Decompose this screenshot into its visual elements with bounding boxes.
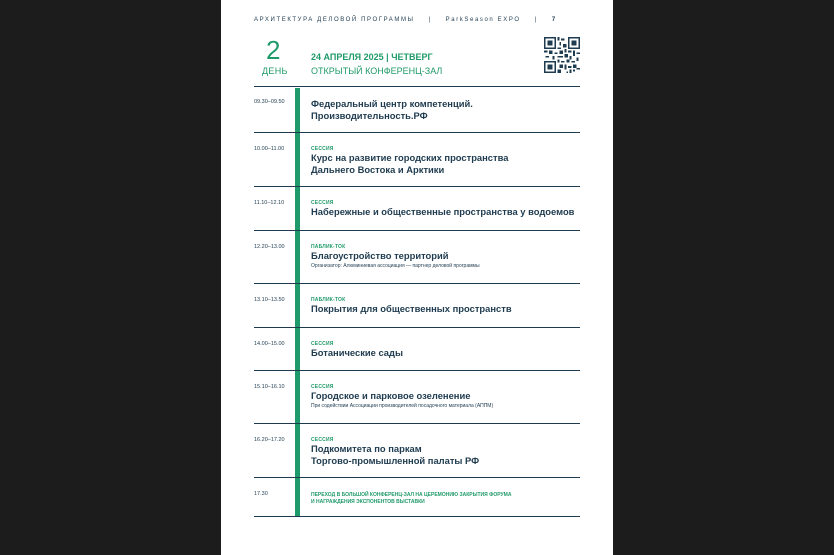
session-time: 17.30 [254,491,268,497]
session-title: Торгово-промышленной палаты РФ [311,454,480,466]
session-type: СЕССИЯ [311,200,334,206]
closing-note: ПЕРЕХОД В БОЛЬШОЙ КОНФЕРЕНЦ-ЗАЛ НА ЦЕРЕМОНИЮ ЗАКРЫТИЯ ФОРУМА [311,492,512,498]
session-type: ПАБЛИК-ТОК [311,297,346,303]
session-time: 16.20–17.20 [254,437,285,443]
session-title: Федеральный центр компетенций. [311,98,473,109]
session-time: 11.10–12.10 [254,200,285,206]
closing-note: И НАГРАЖДЕНИЯ ЭКСПОНЕНТОВ ВЫСТАВКИ [311,498,425,505]
session-title: Производительность.РФ [311,109,428,121]
schedule-row [221,371,613,423]
session-type: СЕССИЯ [311,341,334,347]
header-divider [254,86,580,87]
schedule-row [221,187,613,230]
date-line: 24 АПРЕЛЯ 2025 | ЧЕТВЕРГ [311,52,433,62]
session-title: Курс на развитие городских пространства [311,152,509,163]
header-separator: | [534,17,538,23]
qr-code-icon[interactable] [544,37,580,73]
page-header [254,17,580,23]
hall-name: ОТКРЫТЫЙ КОНФЕРЕНЦ-ЗАЛ [311,66,443,76]
session-time: 09.30–09.50 [254,99,285,105]
session-title: Ботанические сады [311,347,403,358]
session-title: Дальнего Востока и Арктики [311,163,445,175]
schedule-row [221,424,613,477]
schedule-row [221,133,613,186]
session-title: Покрытия для общественных пространств [311,303,512,314]
accent-bar [295,231,300,283]
session-title: Подкомитета по паркам [311,443,422,454]
session-time: 15.10–16.10 [254,384,285,390]
accent-bar [295,371,300,423]
accent-bar [295,284,300,327]
session-title: Благоустройство территорий [311,250,449,261]
accent-bar [295,328,300,370]
session-type: ПАБЛИК-ТОК [311,244,346,250]
header-separator: | [428,17,432,23]
expo-name: ParkSeason EXPO [445,17,521,23]
program-title: АРХИТЕКТУРА ДЕЛОВОЙ ПРОГРАММЫ [254,17,415,23]
accent-bar [295,88,300,132]
schedule-row [221,478,613,516]
session-title: Набережные и общественные пространства у водоемов [311,206,575,217]
schedule-row [221,231,613,283]
day-number: 2 [266,35,281,65]
session-type: СЕССИЯ [311,384,334,390]
program-page [221,0,613,555]
session-type: СЕССИЯ [311,146,334,152]
schedule-row [221,88,613,132]
accent-bar [295,478,300,516]
accent-bar [295,187,300,230]
row-divider [254,516,580,517]
day-label: ДЕНЬ [262,66,288,76]
accent-bar [295,424,300,477]
session-note: При содействии Ассоциации производителей посадочного материала (АППМ) [311,403,494,409]
session-note: Организатор: Алюминиевая ассоциация — партнер деловой программы [311,263,480,269]
session-type: СЕССИЯ [311,437,334,443]
session-time: 10.00–11.00 [254,146,285,152]
schedule-row [221,328,613,370]
page-number: 7 [551,17,557,23]
session-time: 12.20–13.00 [254,244,285,250]
session-title: Городское и парковое озеленение [311,390,471,401]
accent-bar [295,133,300,186]
schedule-row [221,284,613,327]
session-time: 14.00–15.00 [254,341,285,347]
session-time: 13.10–13.50 [254,297,285,303]
